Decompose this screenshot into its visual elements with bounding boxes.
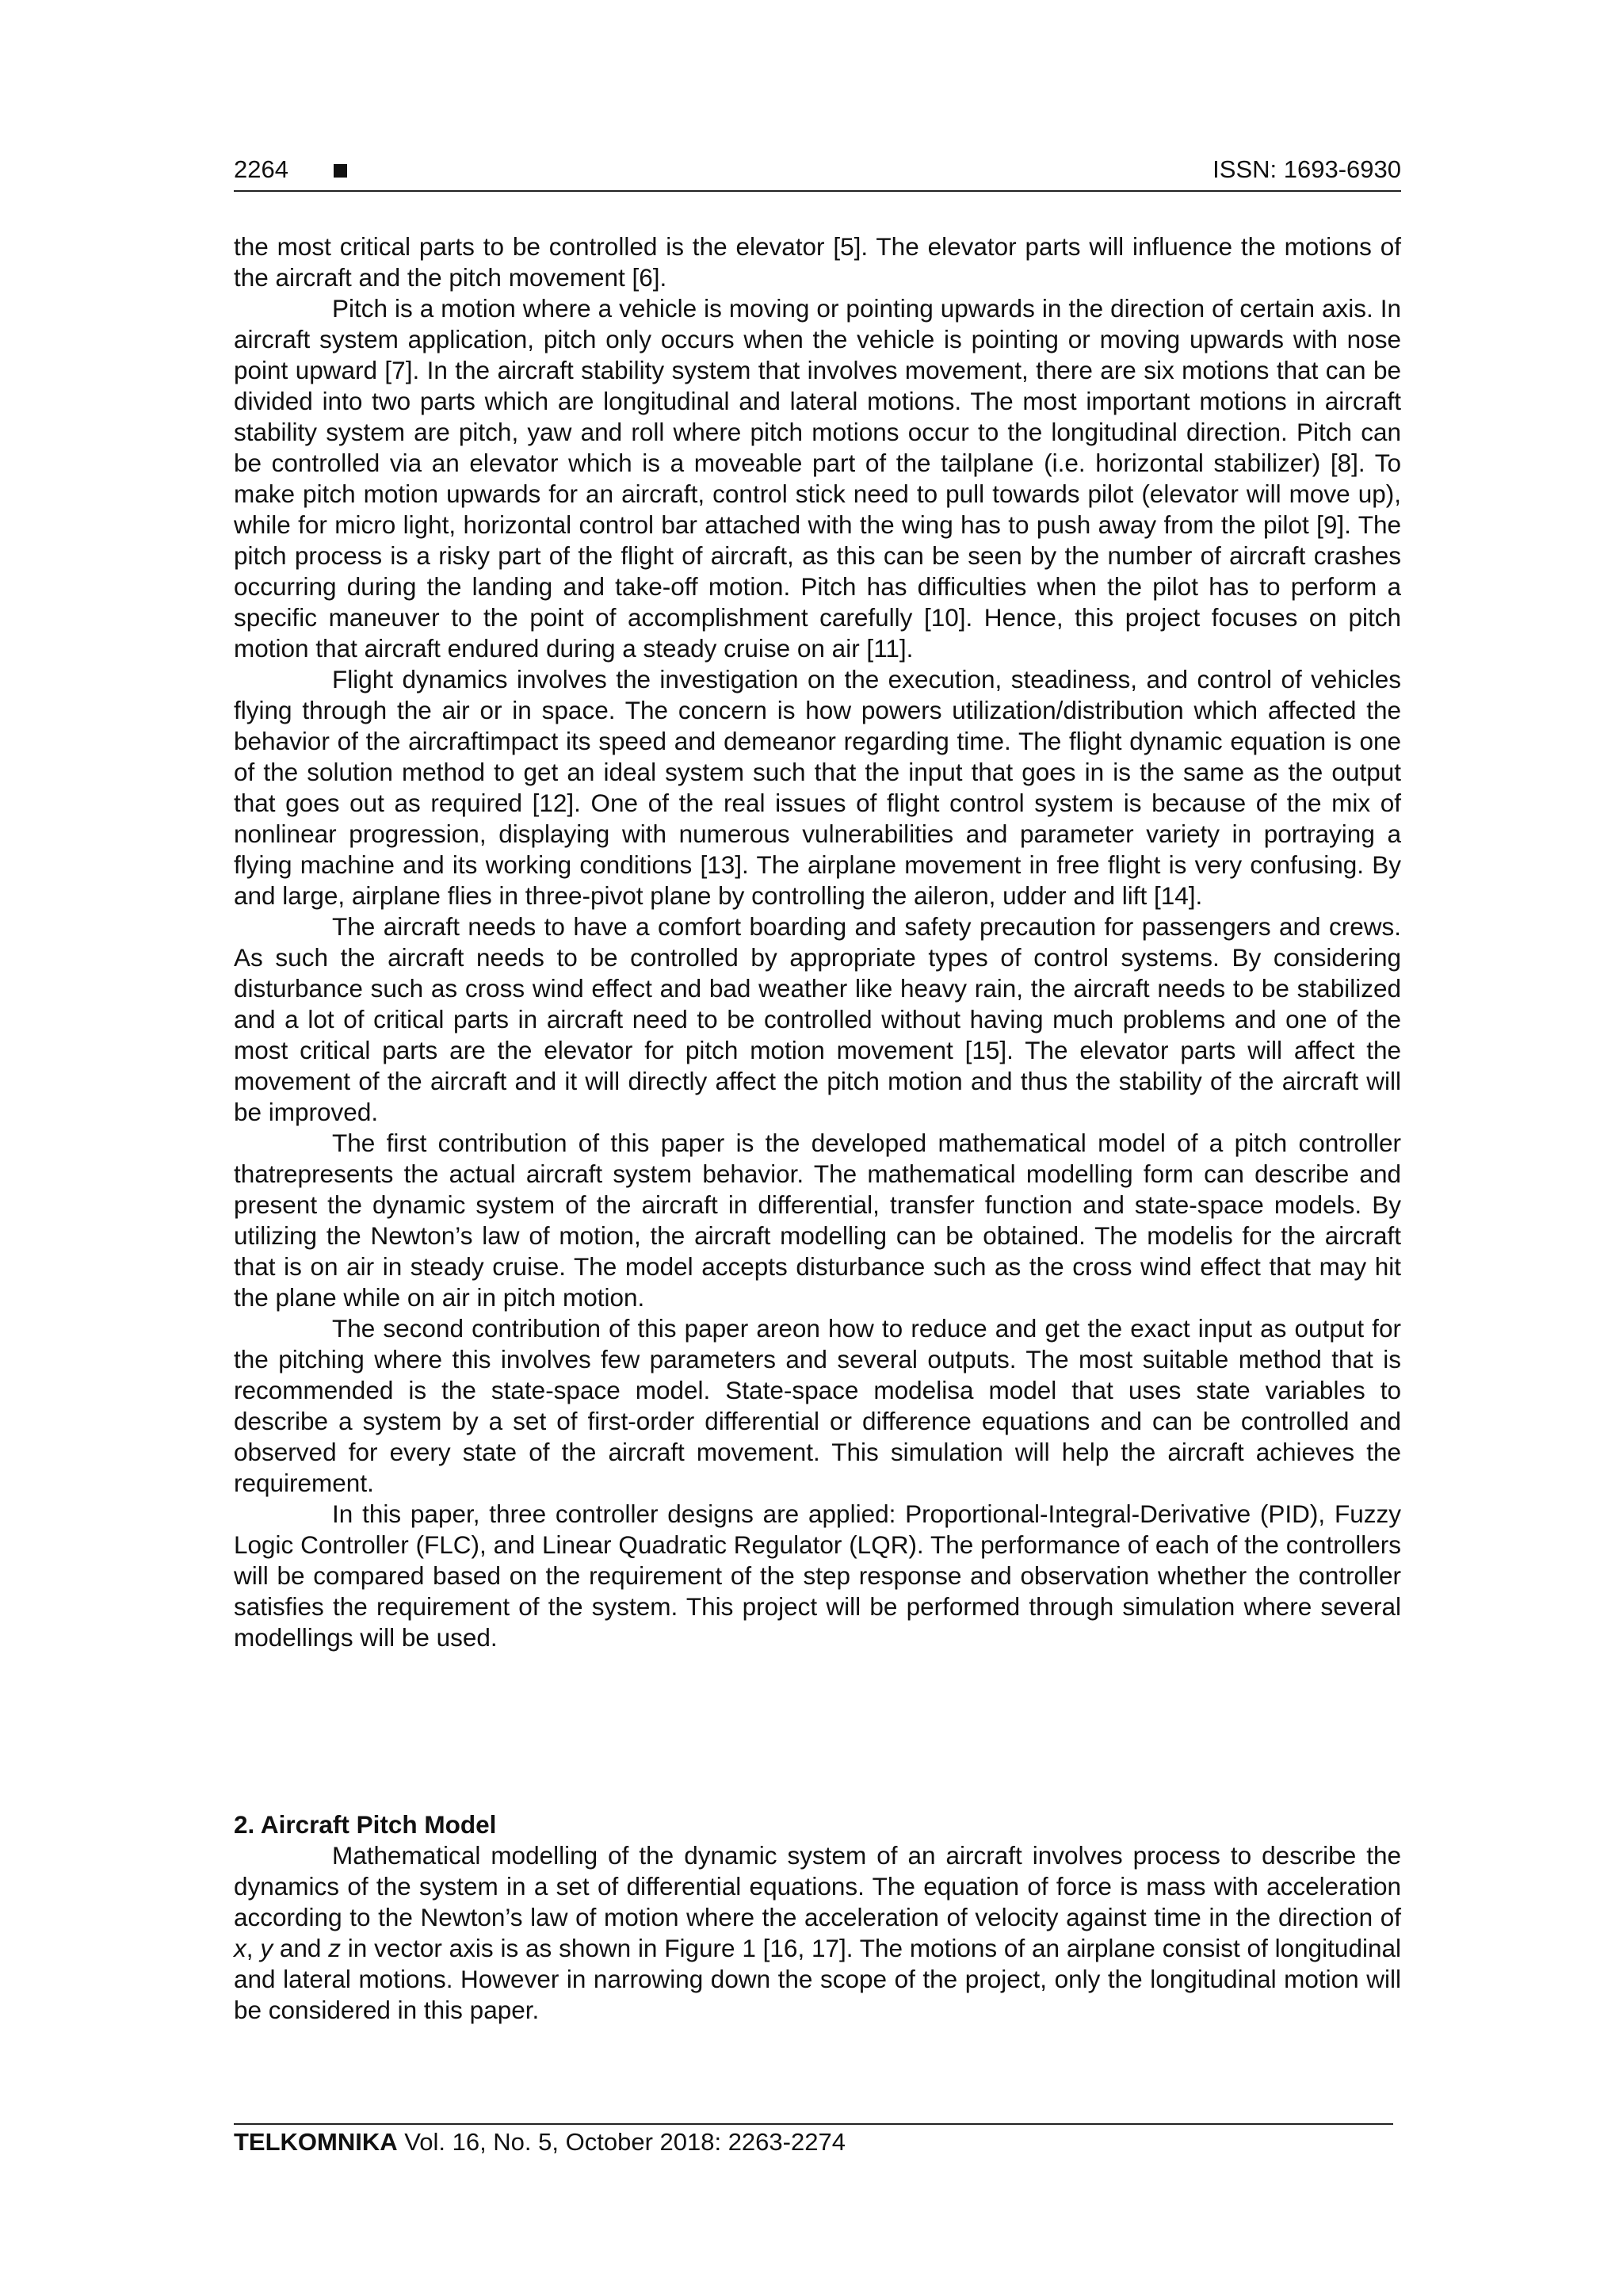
paragraph-flight-dynamics: Flight dynamics involves the investigation on the execution, steadiness, and control of vehicles flying through the air or in space. The concern is how powers utilization/distribution which affected the behavior of the aircraftimpact its speed and demeanor regarding time. The flight dynamic equation is one of the solution method to get an ideal system such that the input that goes in is the same as the output that goes out as required [12]. One of the real issues of flight control system is because of the mix of nonlinear progression, displaying with numerous vulnerabilities and parameter variety in portraying a flying machine and its working conditions [13]. The airplane movement in free flight is very confusing. By and large, airplane flies in three-pivot plane by controlling the aileron, udder and lift [14]. <box>234 665 1401 910</box>
section-heading: 2. Aircraft Pitch Model <box>234 1810 497 1839</box>
paragraph-comfort: The aircraft needs to have a comfort boarding and safety precaution for passengers and crews. As such the aircraft needs to be controlled by appropriate types of control systems. By considering disturbance such as cross wind effect and bad weather like heavy rain, the aircraft needs to be stabilized and a lot of critical parts in aircraft need to be controlled without having much problems and one of the most critical parts are the elevator for pitch motion movement [15]. The elevator parts will affect the movement of the aircraft and it will directly affect the pitch motion and thus the stability of the aircraft will be improved. <box>234 912 1401 1126</box>
modelling-text-2: in vector axis is as shown in Figure 1 [16, 17]. The motions of an airplane consist of longitudinal and lateral motions. However in narrowing down the scope of the project, only the longitudinal motion will be considered in this paper. <box>234 1934 1401 2024</box>
section-body <box>234 1840 1401 2026</box>
separator-1: , <box>246 1934 261 1962</box>
page-header <box>234 155 1401 192</box>
separator-2: and <box>273 1934 329 1962</box>
paragraph-second-contribution: The second contribution of this paper areon how to reduce and get the exact input as output for the pitching where this involves few parameters and several outputs. The most suitable method that is recommended is the state-space model. State-space modelisa model that uses state variables to describe a system by a set of first-order differential or difference equations and can be controlled and observed for every state of the aircraft movement. This simulation will help the aircraft achieves the requirement. <box>234 1314 1401 1497</box>
page-footer <box>234 2123 1393 2158</box>
var-z: z <box>328 1934 341 1962</box>
paragraph-modelling <box>234 1840 1401 2026</box>
paragraph-controllers: In this paper, three controller designs are applied: Proportional-Integral-Derivative (PID), Fuzzy Logic Controller (FLC), and Linear Quadratic Regulator (LQR). The performance of each of the controllers will be compared based on the requirement of the step response and observation whether the controller satisfies the requirement of the system. This project will be performed through simulation where several modellings will be used. <box>234 1499 1401 1652</box>
square-bullet-icon <box>334 164 347 178</box>
journal-name: TELKOMNIKA <box>234 2128 398 2156</box>
paragraph-continued: the most critical parts to be controlled is the elevator [5]. The elevator parts will influence the motions of the aircraft and the pitch movement [6]. <box>234 232 1401 292</box>
var-y: y <box>260 1934 273 1962</box>
modelling-text-1: Mathematical modelling of the dynamic system of an aircraft involves process to describe the dynamics of the system in a set of differential equations. The equation of force is mass with acceleration according to the Newton’s law of motion where the acceleration of velocity against time in the direction of <box>234 1841 1401 1931</box>
page-number: 2264 <box>234 155 288 183</box>
body-text <box>234 231 1401 1653</box>
journal-citation: Vol. 16, No. 5, October 2018: 2263-2274 <box>397 2128 846 2156</box>
paragraph-pitch: Pitch is a motion where a vehicle is moving or pointing upwards in the direction of certain axis. In aircraft system application, pitch only occurs when the vehicle is pointing or moving upwards with nose point upward [7]. In the aircraft stability system that involves movement, there are six motions that can be divided into two parts which are longitudinal and lateral motions. The most important motions in aircraft stability system are pitch, yaw and roll where pitch motions occur to the longitudinal direction. Pitch can be controlled via an elevator which is a moveable part of the tailplane (i.e. horizontal stabilizer) [8]. To make pitch motion upwards for an aircraft, control stick need to pull towards pilot (elevator will move up), while for micro light, horizontal control bar attached with the wing has to push away from the pilot [9]. The pitch process is a risky part of the flight of aircraft, as this can be seen by the number of aircraft crashes occurring during the landing and take-off motion. Pitch has difficulties when the pilot has to perform a specific maneuver to the point of accomplishment carefully [10]. Hence, this project focuses on pitch motion that aircraft endured during a steady cruise on air [11]. <box>234 294 1401 663</box>
paragraph-first-contribution: The first contribution of this paper is the developed mathematical model of a pitch controller thatrepresents the actual aircraft system behavior. The mathematical modelling form can describe and present the dynamic system of the aircraft in differential, transfer function and state-space models. By utilizing the Newton’s law of motion, the aircraft modelling can be obtained. The modelis for the aircraft that is on air in steady cruise. The model accepts disturbance such as the cross wind effect that may hit the plane while on air in pitch motion. <box>234 1129 1401 1312</box>
var-x: x <box>234 1934 246 1962</box>
issn-label: ISSN: 1693-6930 <box>1212 155 1401 183</box>
